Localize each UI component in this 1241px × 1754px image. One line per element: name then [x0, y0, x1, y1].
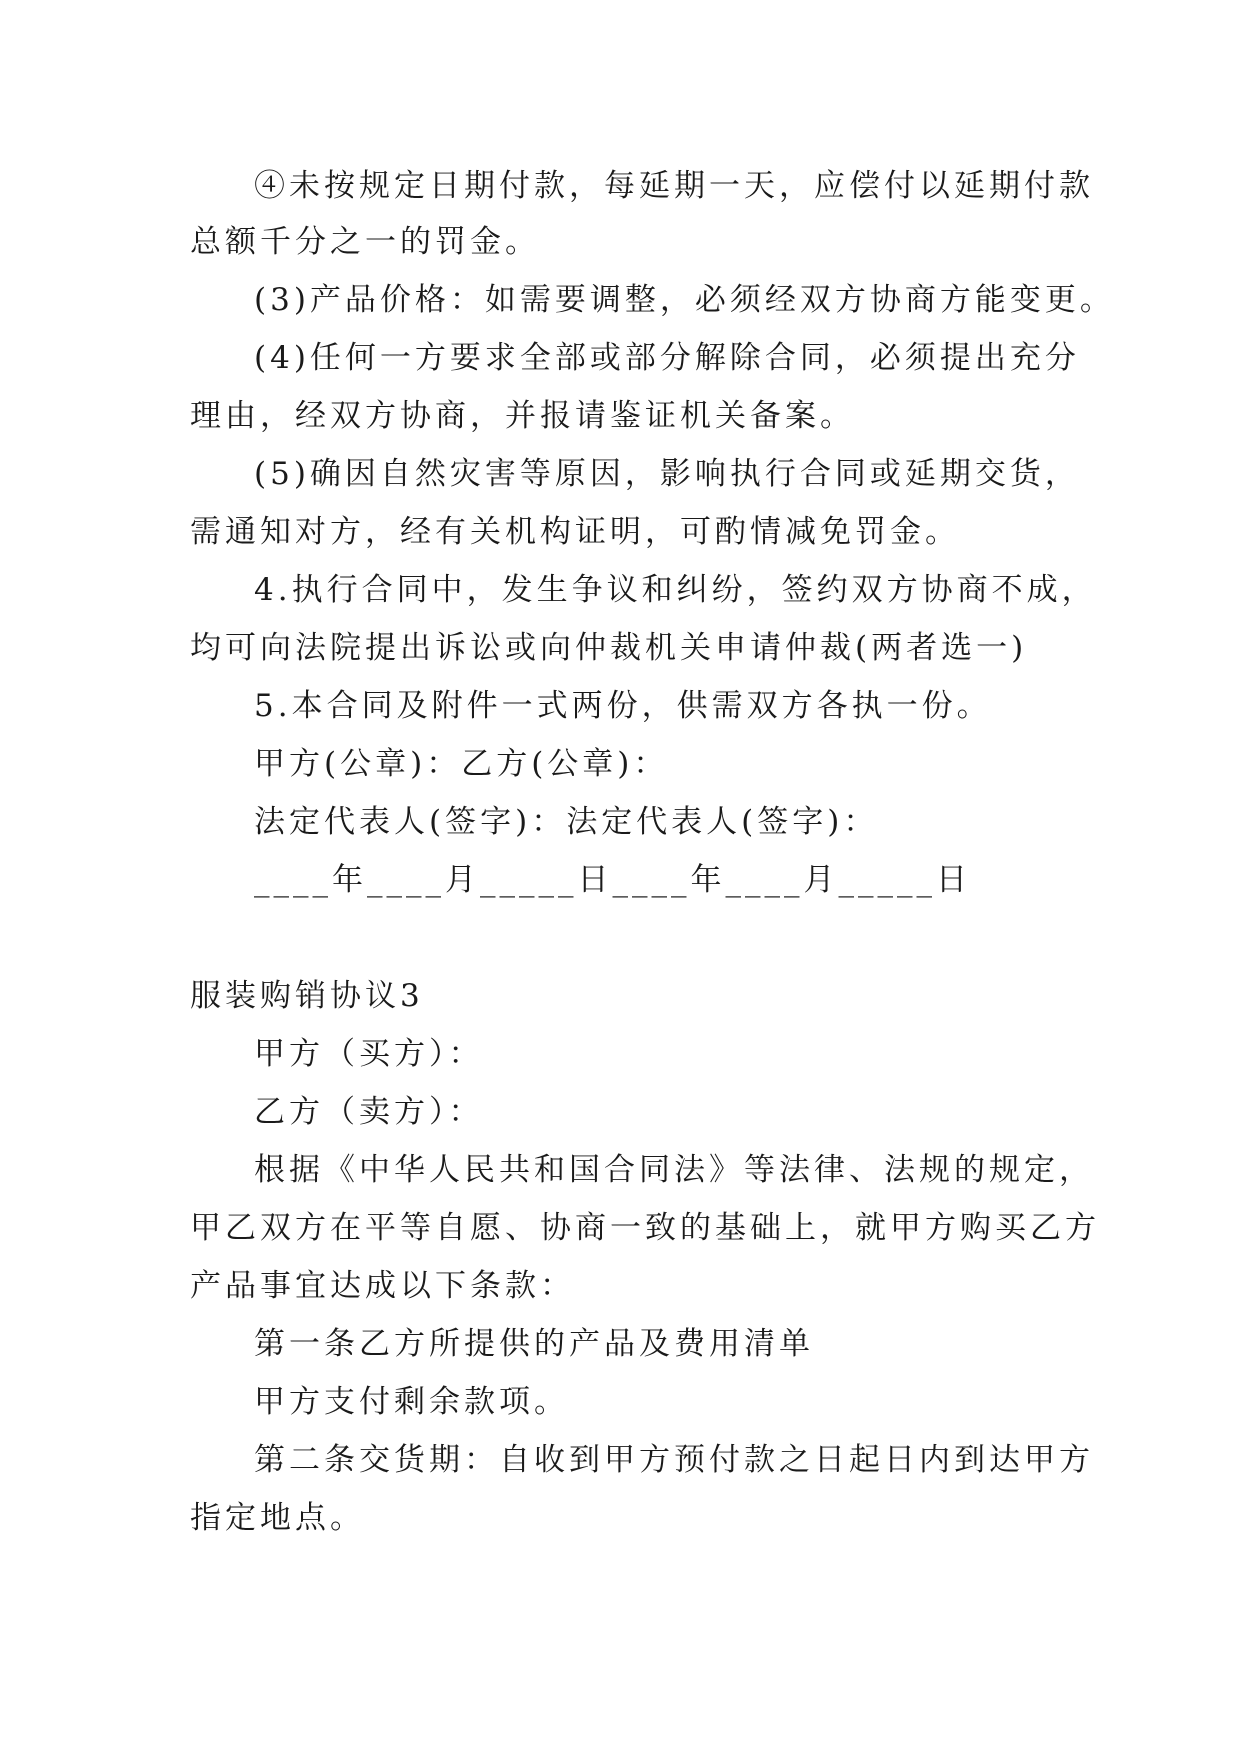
text-line: 甲方支付剩余款项。 [254, 1384, 569, 1420]
text-line: 4.执行合同中，发生争议和纠纷，签约双方协商不成， [254, 572, 1097, 608]
text-line: 总额千分之一的罚金。 [190, 224, 540, 260]
text-line: 甲方(公章)：乙方(公章)： [254, 746, 669, 782]
text-line: (3)产品价格：如需要调整，必须经双方协商方能变更。 [254, 282, 1115, 318]
text-line: 甲方（买方）： [254, 1036, 484, 1072]
text-line: 第一条乙方所提供的产品及费用清单 [254, 1326, 814, 1362]
text-line: ④未按规定日期付款，每延期一天，应偿付以延期付款 [254, 168, 1094, 204]
text-line: 5.本合同及附件一式两份，供需双方各执一份。 [254, 688, 992, 724]
text-line: (4)任何一方要求全部或部分解除合同，必须提出充分 [254, 340, 1080, 376]
date-line: ____年____月_____日____年____月_____日 [254, 862, 971, 898]
text-line: 理由，经双方协商，并报请鉴证机关备案。 [190, 398, 855, 434]
text-line: 均可向法院提出诉讼或向仲裁机关申请仲裁(两者选一) [190, 630, 1028, 666]
section-title: 服装购销协议3 [190, 978, 424, 1014]
text-line: (5)确因自然灾害等原因，影响执行合同或延期交货， [254, 456, 1080, 492]
text-line: 法定代表人(签字)：法定代表人(签字)： [254, 804, 879, 840]
text-line: 根据《中华人民共和国合同法》等法律、法规的规定， [254, 1152, 1094, 1188]
text-line: 第二条交货期：自收到甲方预付款之日起日内到达甲方 [254, 1442, 1094, 1478]
text-line: 产品事宜达成以下条款： [190, 1268, 575, 1304]
text-line: 指定地点。 [190, 1500, 365, 1536]
text-line: 甲乙双方在平等自愿、协商一致的基础上，就甲方购买乙方 [190, 1210, 1100, 1246]
text-line: 需通知对方，经有关机构证明，可酌情减免罚金。 [190, 514, 960, 550]
text-line: 乙方（卖方）： [254, 1094, 484, 1130]
